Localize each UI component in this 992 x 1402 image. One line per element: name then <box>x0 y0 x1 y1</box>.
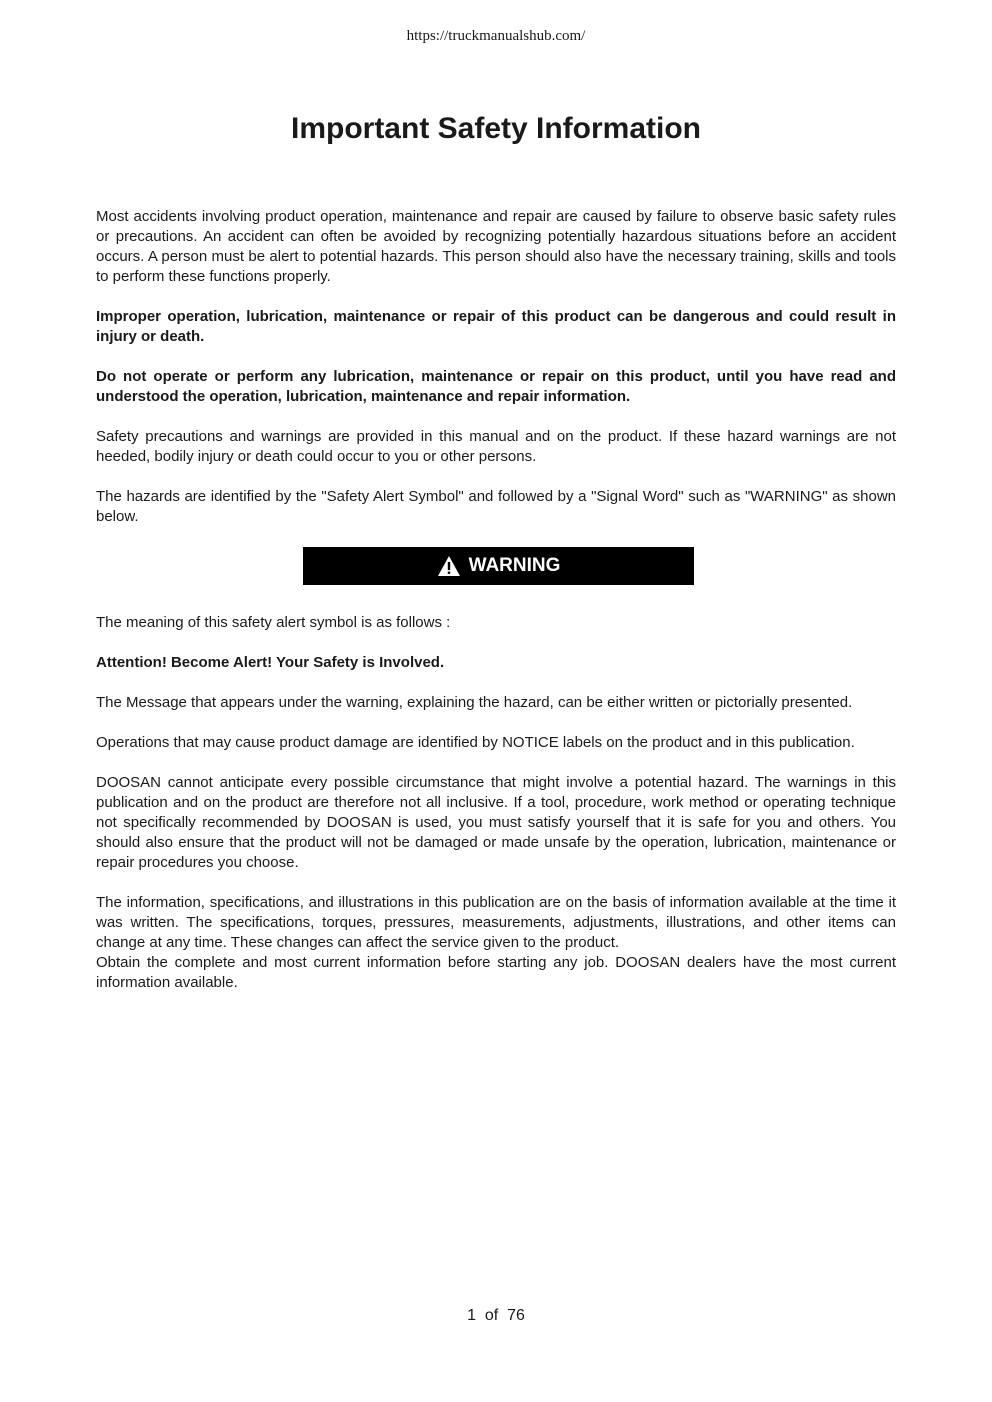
warning-triangle-icon <box>437 555 461 577</box>
intro-paragraph: Most accidents involving product operation, maintenance and repair are caused by failure to observe basic safety rules or precautions. An accident can often be avoided by recognizing potentially hazardous situations before an accident occurs. A person must be alert to potential hazards. This person should also have the necessary training, skills and tools to perform these functions properly. <box>96 208 896 285</box>
document-body <box>96 207 896 1013</box>
symbol-meaning-paragraph: The meaning of this safety alert symbol is as follows : <box>96 614 451 631</box>
notice-paragraph: Operations that may cause product damage are identified by NOTICE labels on the product and in this publication. <box>96 734 855 751</box>
page-number <box>0 1307 992 1325</box>
danger-statement: Improper operation, lubrication, maintenance or repair of this product can be dangerous and could result in injury or death. <box>96 308 896 345</box>
message-paragraph: The Message that appears under the warning, explaining the hazard, can be either written or pictorially presented. <box>96 694 853 711</box>
hazard-identification-paragraph: The hazards are identified by the "Safety Alert Symbol" and followed by a "Signal Word" such as "WARNING" as shown below. <box>96 488 896 525</box>
warning-signal-box <box>303 547 694 585</box>
attention-statement: Attention! Become Alert! Your Safety is Involved. <box>96 654 445 671</box>
header-url: https://truckmanualshub.com/ <box>406 28 586 44</box>
specifications-paragraph: The information, specifications, and illustrations in this publication are on the basis of information available at the time it was written. The specifications, torques, pressures, measurements, adjustments, illustrations, and other items can change at any time. These changes can affect the service given to the product. <box>96 894 896 951</box>
doosan-disclaimer-paragraph: DOOSAN cannot anticipate every possible circumstance that might involve a potential hazard. The warnings in this publication and on the product are therefore not all inclusive. If a tool, procedure, work method or operating technique not specifically recommended by DOOSAN is used, you must satisfy yourself that it is safe for you and others. You should also ensure that the product will not be damaged or made unsafe by the operation, lubrication, maintenance or repair procedures you choose. <box>96 774 896 871</box>
warning-label: WARNING <box>468 555 561 576</box>
page-current: 1 <box>467 1307 476 1324</box>
page-total: 76 <box>507 1307 525 1324</box>
precautions-paragraph: Safety precautions and warnings are provided in this manual and on the product. If these hazard warnings are not heeded, bodily injury or death could occur to you or other persons. <box>96 428 896 465</box>
page-title: Important Safety Information <box>290 112 702 145</box>
read-before-operating-statement: Do not operate or perform any lubrication, maintenance or repair on this product, until you have read and understood the operation, lubrication, maintenance and repair information. <box>96 368 896 405</box>
current-information-paragraph: Obtain the complete and most current information before starting any job. DOOSAN dealers have the most current information available. <box>96 954 896 991</box>
page-separator: of <box>484 1307 499 1324</box>
